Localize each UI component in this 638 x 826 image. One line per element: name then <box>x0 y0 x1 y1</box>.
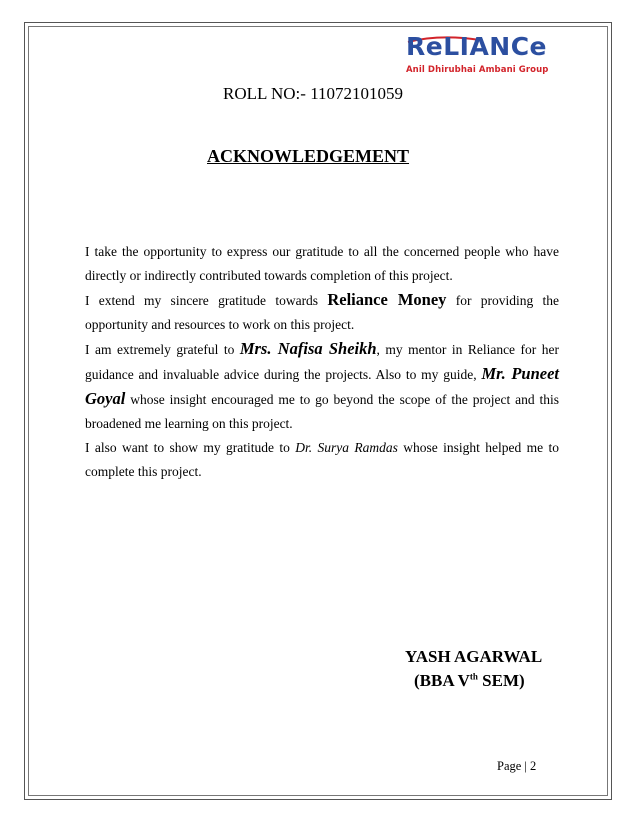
p3-text-c: , my mentor in Reliance for her guidance and invaluable advice during the projects. Also to my guide, <box>85 342 559 382</box>
course-text-b: SEM) <box>477 671 525 690</box>
reliance-logo <box>400 32 560 82</box>
signature-block <box>405 645 542 693</box>
course-text-a: (BBA V <box>414 671 470 690</box>
page-title: ACKNOWLEDGEMENT <box>207 146 410 166</box>
paragraph-2 <box>85 288 559 337</box>
p3-mentor: Mrs. Nafisa Sheikh <box>239 339 377 358</box>
p3-text-a: I am extremely grateful to <box>85 342 240 357</box>
p2-text-c: for providing the opportunity and resources to work on this project. <box>85 293 559 332</box>
roll-number: ROLL NO:- 11072101059 <box>223 84 404 103</box>
p3-text-e: whose insight encouraged me to go beyond the scope of the project and this broadened me learning on this project. <box>85 392 559 431</box>
course-sup: th <box>469 671 478 682</box>
p3-guide: Mr. Puneet Goyal <box>85 364 559 408</box>
logo-tagline: Anil Dhirubhai Ambani Group <box>406 65 549 75</box>
p4-doctor: Dr. Surya Ramdas <box>295 440 398 455</box>
paragraph-3 <box>85 337 559 436</box>
page-number: Page | 2 <box>497 759 537 773</box>
acknowledgement-body <box>85 240 559 484</box>
p4-text-a: I also want to show my gratitude to <box>85 440 296 455</box>
p2-company: Reliance Money <box>327 290 447 309</box>
paragraph-1: I take the opportunity to express our gratitude to all the concerned people who have directly or indirectly contributed towards completion of this project. <box>85 244 559 283</box>
p2-text-a: I extend my sincere gratitude towards <box>85 293 328 308</box>
p4-text-c: whose insight helped me to complete this project. <box>85 440 559 479</box>
logo-word-text: ReLIANCe <box>406 32 548 61</box>
signature-course <box>405 669 542 693</box>
logo-wordmark <box>406 32 547 61</box>
signature-name: YASH AGARWAL <box>405 647 543 666</box>
paragraph-4 <box>85 436 559 484</box>
